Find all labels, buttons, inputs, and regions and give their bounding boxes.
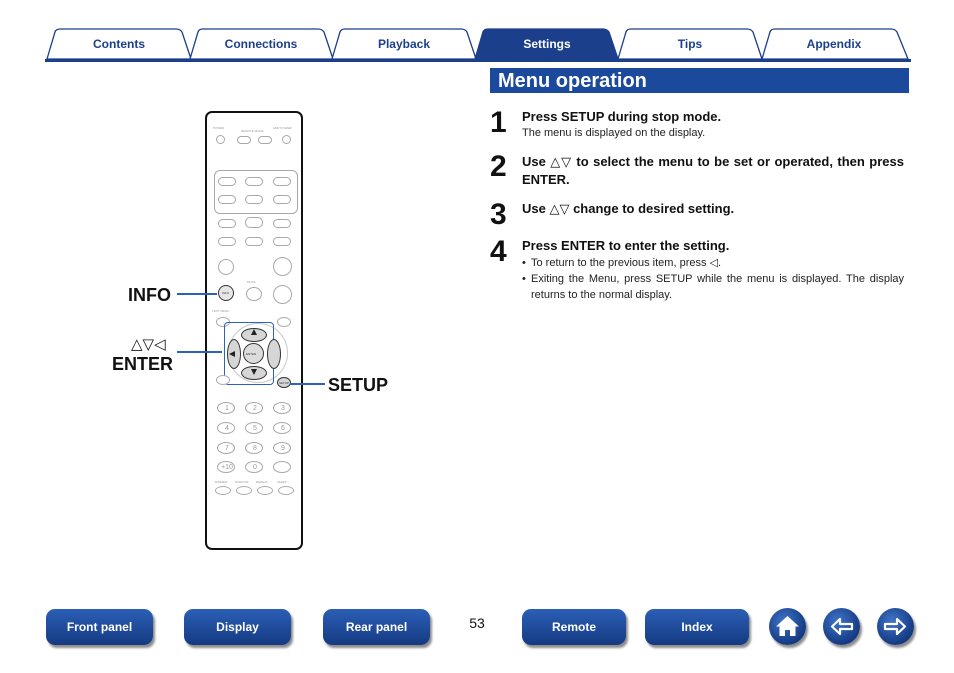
step-3-number: 3 [490,198,507,231]
bullet-text: Exiting the Menu, press SETUP while the menu is displayed. The display returns to the normal display. [531,273,904,301]
remote-label-info: INFO [222,291,230,295]
remote-usb-button [218,177,236,186]
callout-setup: SETUP [328,375,389,395]
remote-tuner-button [245,177,263,186]
bullet-dot: • [522,257,526,269]
remote-digit-4-label: 4 [225,425,229,432]
remote-label-amp-power: AMP POWER [273,126,292,130]
step-1-number: 1 [490,106,507,139]
tab-bar [0,0,954,64]
step-3-title: Use △▽ change to desired setting. [522,201,735,216]
remote-q-select-button [218,219,236,228]
tab-shapes [0,0,954,64]
forward-button[interactable] [877,608,914,645]
remote-amp-power-button [282,135,291,144]
remote-digit-6-label: 6 [281,425,285,432]
section-heading-bar [490,68,909,93]
remote-aux-button [245,195,263,204]
remote-digit-8 [245,442,263,454]
remote-pause-button [273,237,291,246]
home-icon [769,608,806,645]
forward-arrow-icon [877,608,914,645]
remote-back-button [216,375,230,385]
remote-digit-0-label: 0 [253,464,257,471]
step-4-title: Press ENTER to enter the setting. [522,238,730,253]
display-button[interactable]: Display [184,609,291,645]
callout-setup-line [290,383,325,385]
section-title: Menu operation [498,70,647,92]
page-number: 53 [469,615,485,631]
back-arrow-icon [823,608,860,645]
remote-label-sleep: SLEEP [277,480,287,484]
remote-digit-plus10-label: +10 [221,464,233,471]
bullet-dot: • [522,273,526,285]
remote-label-power: POWER [213,126,225,130]
remote-power-button [216,135,225,144]
remote-digit-8-label: 8 [253,445,257,452]
remote-digit-9 [273,442,291,454]
callout-enter: ENTER [112,354,174,374]
remote-dimmer-button [215,486,231,495]
remote-label-random: RANDOM [235,480,249,484]
remote-digit-6 [273,422,291,434]
remote-random-button [236,486,252,495]
callout-info: INFO [128,285,171,305]
step-4-bullet-2 [522,271,904,303]
callout-arrows: △▽◁ [131,336,166,353]
remote-mute-button [246,287,262,301]
remote-control-illustration [205,111,303,550]
remote-label-text-menu: TEXT MENU [212,309,230,313]
tab-settings[interactable]: Settings [523,37,571,51]
remote-cd-button [237,136,251,144]
remote-label-enter: ENTER [246,352,257,356]
remote-label-repeat: REPEAT [256,480,268,484]
remote-stop-button [218,237,236,246]
remote-label-mute: MUTE [247,280,256,284]
remote-up-button [241,328,267,342]
remote-digit-4 [217,422,235,434]
remote-digit-7-label: 7 [225,445,229,452]
remote-digit-0 [245,461,263,473]
remote-skip-button [273,219,291,228]
tab-tips[interactable]: Tips [677,37,703,51]
remote-source-direct-button [245,217,263,228]
callout-enter-line [177,351,222,353]
bullet-text: To return to the previous item, press ◁. [531,257,722,269]
step-2-number: 2 [490,150,507,183]
remote-left-button [227,339,241,369]
remote-digit-9-label: 9 [281,445,285,452]
remote-digit-5 [245,422,263,434]
remote-digit-2 [245,402,263,414]
remote-label-remote-mode: REMOTE MODE [241,129,264,133]
remote-volume-down-button [273,285,292,304]
remote-play-button [245,237,263,246]
remote-digit-3 [273,402,291,414]
callout-info-line [177,293,217,295]
remote-recorder-button [273,195,291,204]
remote-phono-button [218,195,236,204]
remote-disp-button [273,461,291,473]
front-panel-button[interactable]: Front panel [46,609,153,645]
remote-mode-button [277,317,291,327]
remote-digit-3-label: 3 [281,405,285,412]
remote-input-button [218,259,234,275]
tab-connections[interactable]: Connections [224,37,298,51]
remote-digit-plus10 [217,461,235,473]
home-button[interactable] [769,608,806,645]
remote-digit-7 [217,442,235,454]
remote-down-button [241,366,267,380]
remote-volume-up-button [273,257,292,276]
step-1-title: Press SETUP during stop mode. [522,109,722,124]
remote-digit-5-label: 5 [253,425,257,432]
remote-digit-1 [217,402,235,414]
tab-underline [45,59,911,62]
step-4-bullet-1 [522,255,904,271]
remote-amp-button [258,136,272,144]
remote-repeat-button [257,486,273,495]
rear-panel-button[interactable]: Rear panel [323,609,430,645]
remote-digit-2-label: 2 [253,405,257,412]
step-2-title: Use △▽ to select the menu to be set or operated, then press ENTER. [522,154,904,187]
tab-playback[interactable]: Playback [377,37,431,51]
back-button[interactable] [823,608,860,645]
step-4-number: 4 [490,235,507,268]
remote-sleep-button [278,486,294,495]
remote-right-button [267,339,281,369]
index-button[interactable]: Index [645,609,749,645]
step-1-description: The menu is displayed on the display. [522,127,706,139]
tab-appendix[interactable]: Appendix [806,37,862,51]
remote-label-setup: SETUP [279,381,290,385]
tab-contents[interactable]: Contents [93,37,145,51]
remote-button[interactable]: Remote [522,609,626,645]
remote-digit-1-label: 1 [225,405,229,412]
remote-label-dimmer: DIMMER [215,480,228,484]
remote-network-button [273,177,291,186]
